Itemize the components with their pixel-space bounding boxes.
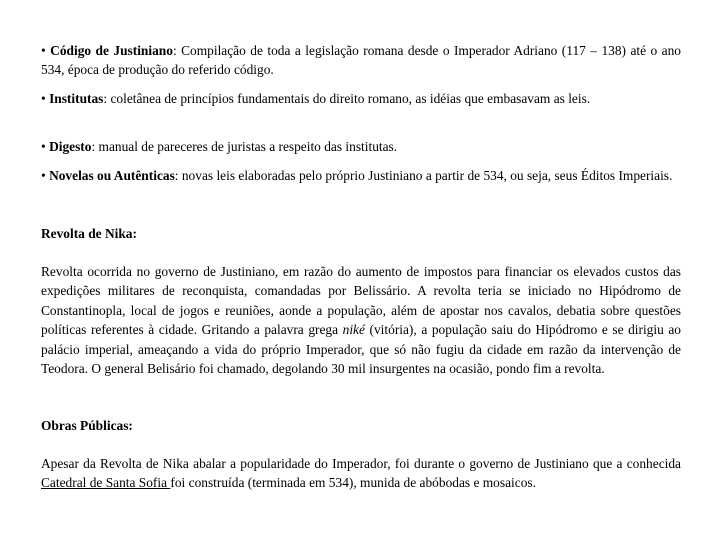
bullet-term: Institutas (49, 91, 104, 106)
paragraph-text: Revolta ocorrida no governo de Justiniano, em razão do aumento de impostos para financiar os elevados custos das expedições militares de reconquista, comandadas por Belissário. A revolta teria se iniciado no Hipódromo de Constantinopla, local de jogos e reuniões, aonde a população, além de apostar nos cavalos, debatia sobre questões políticas referentes à cidade. Gritando a palavra grega (41, 264, 681, 338)
bullet-marker: • (41, 43, 46, 58)
bullet-marker: • (41, 168, 46, 183)
italic-term: niké (342, 322, 365, 338)
bullet-text: : novas leis elaboradas pelo próprio Justiniano a partir de 534, ou seja, seus Éditos Imperiais. (174, 168, 673, 183)
bullet-term: Código de Justiniano (50, 43, 173, 58)
bullet-novelas (41, 166, 681, 185)
bullet-text: : manual de pareceres de juristas a respeito das institutas. (91, 139, 398, 154)
catedral-link[interactable]: Catedral de Santa Sofia (41, 475, 171, 491)
paragraph-text: foi construída (terminada em 534), munida de abóbodas e mosaicos. (170, 475, 536, 491)
bullet-text: : coletânea de princípios fundamentais do direito romano, as idéias que embasavam as leis. (103, 91, 591, 106)
paragraph-nika (41, 262, 681, 378)
bullet-marker: • (41, 139, 46, 154)
bullet-institutas (41, 89, 681, 108)
section-heading: Obras Públicas: (41, 418, 133, 433)
bullet-digesto (41, 137, 681, 156)
section-heading-nika (41, 224, 681, 243)
bullet-term: Novelas ou Autênticas (49, 168, 175, 183)
section-heading: Revolta de Nika: (41, 226, 137, 241)
bullet-text: : Compilação de toda a legislação romana desde o Imperador Adriano (117 – 138) até o ano 534, época de produção do referido código. (41, 43, 681, 78)
bullet-term: Digesto (49, 139, 92, 154)
bullet-marker: • (41, 91, 46, 106)
section-heading-obras (41, 416, 681, 435)
paragraph-obras (41, 454, 681, 493)
bullet-codigo (41, 41, 681, 80)
paragraph-text: (vitória), a população saiu do Hipódromo e se dirigiu ao palácio imperial, ameaçando a vida do próprio Imperador, que só não fugiu da cidade em razão da intervenção de Teodora. O general Belisário foi chamado, degolando 30 mil insurgentes na ocasião, pondo fim a revolta. (41, 322, 681, 377)
paragraph-text: Apesar da Revolta de Nika abalar a popularidade do Imperador, foi durante o governo de Justiniano que a conhecida (41, 456, 681, 471)
